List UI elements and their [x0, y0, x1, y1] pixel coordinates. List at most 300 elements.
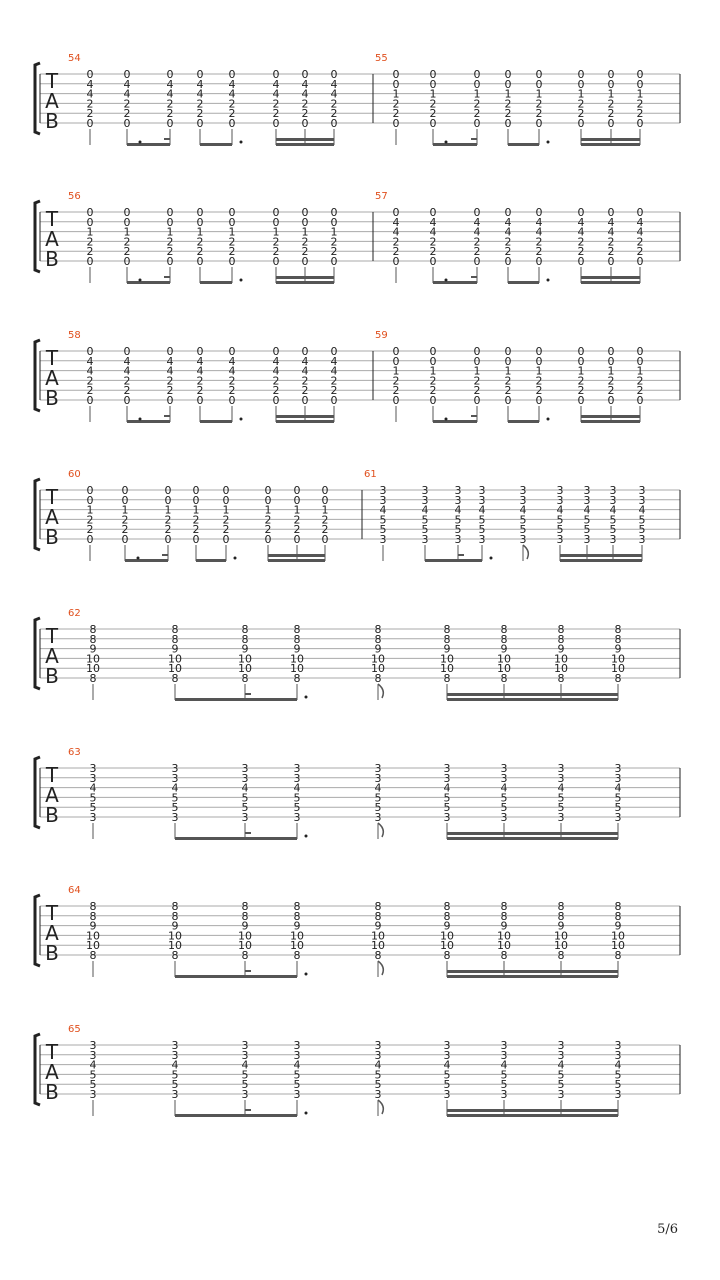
rhythm-beam: [196, 559, 226, 562]
fret-number: 0: [429, 394, 437, 407]
fret-number: 3: [374, 762, 382, 775]
fret-number: 2: [86, 513, 94, 527]
rhythm-beam: [200, 420, 232, 423]
fret-number: 9: [500, 642, 508, 656]
fret-number: 2: [196, 374, 204, 388]
fret-number: 4: [123, 87, 131, 101]
fret-number: 2: [121, 513, 129, 527]
rhythm-partial-beam: [164, 138, 170, 140]
fret-number: 4: [535, 225, 543, 239]
fret-number: 5: [293, 1078, 301, 1092]
fret-number: 0: [504, 206, 512, 219]
rhythm-beam: [276, 276, 334, 279]
fret-number: 2: [535, 384, 543, 398]
fret-number: 4: [330, 77, 338, 91]
rhythm-dot: [234, 557, 237, 560]
fret-number: 0: [301, 215, 309, 229]
rhythm-beam: [581, 143, 640, 146]
fret-number: 5: [421, 513, 429, 527]
fret-number: 5: [421, 523, 429, 537]
fret-number: 10: [554, 662, 568, 676]
fret-number: 4: [557, 1058, 565, 1072]
fret-number: 3: [241, 811, 249, 824]
fret-number: 2: [473, 245, 481, 259]
fret-number: 0: [272, 394, 280, 407]
fret-number: 0: [228, 117, 236, 130]
measure-number: 56: [68, 191, 81, 202]
fret-number: 0: [264, 533, 272, 546]
system-bracket: [35, 479, 40, 550]
measure-60: [68, 469, 329, 562]
rhythm-dot: [240, 141, 243, 144]
fret-number: 5: [89, 1078, 97, 1092]
fret-number: 8: [557, 672, 565, 685]
fret-number: 0: [272, 117, 280, 130]
rhythm-flag: [378, 684, 383, 698]
fret-number: 0: [293, 484, 301, 497]
tab-system: [35, 330, 680, 423]
rhythm-partial-beam: [471, 415, 477, 417]
fret-number: 2: [123, 384, 131, 398]
fret-number: 3: [379, 533, 387, 546]
measure-number: 64: [68, 885, 81, 896]
fret-number: 8: [614, 900, 622, 913]
rhythm-beam: [276, 420, 334, 423]
rhythm-beam: [508, 420, 539, 423]
fret-number: 8: [443, 632, 451, 646]
fret-number: 5: [171, 1078, 179, 1092]
fret-number: 0: [636, 394, 644, 407]
fret-number: 0: [86, 394, 94, 407]
fret-number: 3: [443, 811, 451, 824]
fret-number: 4: [166, 364, 174, 378]
fret-number: 3: [293, 811, 301, 824]
rhythm-beam: [127, 143, 170, 146]
rhythm-dot: [445, 279, 448, 282]
fret-number: 5: [609, 523, 617, 537]
tab-clef-b: B: [45, 1080, 59, 1104]
fret-number: 0: [473, 394, 481, 407]
rhythm-beam: [508, 143, 539, 146]
rhythm-dot: [547, 141, 550, 144]
fret-number: 8: [557, 949, 565, 962]
fret-number: 4: [86, 364, 94, 378]
measure-63: [68, 747, 622, 840]
fret-number: 0: [123, 394, 131, 407]
fret-number: 8: [614, 909, 622, 923]
fret-number: 0: [330, 68, 338, 81]
fret-number: 0: [504, 255, 512, 268]
fret-number: 0: [228, 215, 236, 229]
fret-number: 3: [293, 1039, 301, 1052]
tab-system: [35, 53, 680, 146]
fret-number: 10: [371, 652, 385, 666]
fret-number: 0: [166, 345, 174, 358]
fret-number: 1: [392, 87, 400, 101]
fret-number: 3: [583, 484, 591, 497]
fret-number: 1: [121, 503, 129, 517]
fret-number: 0: [166, 206, 174, 219]
fret-number: 2: [272, 384, 280, 398]
fret-number: 8: [614, 949, 622, 962]
fret-number: 0: [166, 394, 174, 407]
fret-number: 2: [228, 107, 236, 121]
fret-number: 0: [577, 117, 585, 130]
fret-number: 3: [241, 1088, 249, 1101]
fret-number: 0: [577, 354, 585, 368]
tab-system: [35, 747, 680, 840]
fret-number: 3: [614, 1039, 622, 1052]
fret-number: 3: [241, 1048, 249, 1062]
fret-number: 2: [504, 245, 512, 259]
tab-clef-t: T: [45, 69, 59, 93]
fret-number: 1: [264, 503, 272, 517]
fret-number: 2: [196, 97, 204, 111]
fret-number: 0: [473, 117, 481, 130]
rhythm-flag: [378, 823, 383, 837]
fret-number: 0: [301, 394, 309, 407]
fret-number: 4: [577, 215, 585, 229]
fret-number: 10: [290, 662, 304, 676]
fret-number: 8: [557, 900, 565, 913]
fret-number: 1: [535, 87, 543, 101]
fret-number: 8: [500, 949, 508, 962]
rhythm-beam: [447, 1109, 618, 1112]
fret-number: 2: [164, 523, 172, 537]
fret-number: 2: [473, 235, 481, 249]
fret-number: 0: [166, 215, 174, 229]
rhythm-beam: [127, 281, 170, 284]
fret-number: 2: [166, 374, 174, 388]
fret-number: 0: [166, 68, 174, 81]
fret-number: 2: [429, 97, 437, 111]
rhythm-beam: [447, 698, 618, 701]
rhythm-dot: [490, 557, 493, 560]
fret-number: 10: [86, 929, 100, 943]
fret-number: 9: [89, 642, 97, 656]
fret-number: 2: [429, 235, 437, 249]
fret-number: 4: [86, 354, 94, 368]
fret-number: 3: [379, 484, 387, 497]
fret-number: 2: [535, 107, 543, 121]
rhythm-dot: [547, 279, 550, 282]
rhythm-beam: [200, 143, 232, 146]
fret-number: 5: [293, 1068, 301, 1082]
fret-number: 0: [429, 255, 437, 268]
fret-number: 8: [374, 632, 382, 646]
rhythm-beam: [200, 281, 232, 284]
system-bracket: [35, 895, 40, 966]
rhythm-beam: [508, 281, 539, 284]
fret-number: 8: [89, 909, 97, 923]
fret-number: 3: [241, 771, 249, 785]
fret-number: 0: [86, 345, 94, 358]
rhythm-dot: [240, 279, 243, 282]
fret-number: 1: [607, 87, 615, 101]
fret-number: 2: [272, 107, 280, 121]
fret-number: 9: [500, 919, 508, 933]
fret-number: 0: [636, 68, 644, 81]
fret-number: 0: [535, 394, 543, 407]
fret-number: 0: [429, 206, 437, 219]
rhythm-dot: [305, 973, 308, 976]
fret-number: 8: [89, 672, 97, 685]
fret-number: 0: [301, 117, 309, 130]
fret-number: 4: [330, 364, 338, 378]
measure-number: 58: [68, 330, 81, 341]
fret-number: 8: [89, 949, 97, 962]
fret-number: 2: [504, 384, 512, 398]
fret-number: 8: [241, 623, 249, 636]
fret-number: 9: [241, 642, 249, 656]
fret-number: 2: [196, 245, 204, 259]
fret-number: 1: [577, 364, 585, 378]
rhythm-beam: [175, 1114, 297, 1117]
tab-clef-a: A: [45, 1060, 59, 1084]
fret-number: 2: [272, 245, 280, 259]
fret-number: 4: [196, 87, 204, 101]
fret-number: 1: [123, 225, 131, 239]
rhythm-partial-beam: [245, 832, 251, 834]
rhythm-beam: [581, 276, 640, 279]
fret-number: 8: [293, 632, 301, 646]
fret-number: 4: [301, 354, 309, 368]
tab-system: [35, 885, 680, 978]
fret-number: 0: [535, 345, 543, 358]
fret-number: 5: [171, 801, 179, 815]
rhythm-dot: [139, 418, 142, 421]
fret-number: 0: [607, 255, 615, 268]
rhythm-flag: [378, 961, 383, 975]
fret-number: 8: [557, 623, 565, 636]
fret-number: 0: [607, 206, 615, 219]
fret-number: 4: [636, 225, 644, 239]
fret-number: 4: [392, 225, 400, 239]
rhythm-partial-beam: [471, 138, 477, 140]
fret-number: 0: [607, 68, 615, 81]
fret-number: 0: [429, 345, 437, 358]
system-bracket: [35, 1034, 40, 1105]
fret-number: 5: [519, 523, 527, 537]
fret-number: 0: [636, 206, 644, 219]
tab-clef-t: T: [45, 346, 59, 370]
fret-number: 1: [222, 503, 230, 517]
fret-number: 5: [293, 801, 301, 815]
fret-number: 9: [293, 919, 301, 933]
fret-number: 3: [556, 533, 564, 546]
measure-57: [375, 191, 644, 284]
fret-number: 5: [500, 801, 508, 815]
fret-number: 5: [171, 791, 179, 805]
fret-number: 0: [228, 68, 236, 81]
tab-clef-a: A: [45, 921, 59, 945]
measure-58: [68, 330, 338, 423]
fret-number: 8: [293, 623, 301, 636]
fret-number: 0: [577, 206, 585, 219]
fret-number: 5: [89, 791, 97, 805]
fret-number: 0: [86, 493, 94, 507]
fret-number: 8: [500, 623, 508, 636]
rhythm-beam: [447, 693, 618, 696]
fret-number: 3: [89, 1048, 97, 1062]
fret-number: 8: [443, 909, 451, 923]
fret-number: 8: [171, 909, 179, 923]
fret-number: 0: [429, 77, 437, 91]
fret-number: 0: [121, 533, 129, 546]
measure-54: [68, 53, 338, 146]
fret-number: 2: [301, 97, 309, 111]
fret-number: 2: [330, 235, 338, 249]
fret-number: 10: [168, 929, 182, 943]
fret-number: 10: [497, 939, 511, 953]
fret-number: 5: [519, 513, 527, 527]
fret-number: 5: [614, 791, 622, 805]
fret-number: 4: [89, 781, 97, 795]
fret-number: 4: [272, 77, 280, 91]
tab-clef-a: A: [45, 783, 59, 807]
tab-system: [35, 469, 680, 562]
fret-number: 9: [241, 919, 249, 933]
fret-number: 2: [272, 235, 280, 249]
fret-number: 2: [86, 107, 94, 121]
fret-number: 4: [196, 77, 204, 91]
fret-number: 10: [371, 939, 385, 953]
fret-number: 0: [86, 206, 94, 219]
fret-number: 2: [607, 374, 615, 388]
fret-number: 10: [440, 652, 454, 666]
system-bracket: [35, 618, 40, 689]
fret-number: 2: [473, 374, 481, 388]
fret-number: 0: [123, 206, 131, 219]
fret-number: 0: [607, 354, 615, 368]
fret-number: 0: [504, 77, 512, 91]
fret-number: 0: [272, 215, 280, 229]
fret-number: 10: [554, 939, 568, 953]
fret-number: 2: [301, 235, 309, 249]
page-number: 5/6: [657, 1222, 678, 1237]
rhythm-beam: [175, 837, 297, 840]
fret-number: 5: [443, 801, 451, 815]
rhythm-beam: [268, 554, 325, 557]
fret-number: 3: [519, 493, 527, 507]
fret-number: 0: [196, 206, 204, 219]
rhythm-partial-beam: [245, 970, 251, 972]
fret-number: 8: [443, 949, 451, 962]
fret-number: 2: [330, 374, 338, 388]
fret-number: 0: [636, 354, 644, 368]
fret-number: 0: [330, 345, 338, 358]
fret-number: 2: [607, 235, 615, 249]
fret-number: 8: [614, 632, 622, 646]
fret-number: 3: [614, 811, 622, 824]
tab-clef-a: A: [45, 227, 59, 251]
rhythm-beam: [447, 975, 618, 978]
fret-number: 1: [429, 87, 437, 101]
fret-number: 2: [577, 384, 585, 398]
fret-number: 3: [614, 1048, 622, 1062]
fret-number: 5: [241, 801, 249, 815]
fret-number: 2: [535, 374, 543, 388]
fret-number: 5: [478, 513, 486, 527]
fret-number: 10: [290, 939, 304, 953]
fret-number: 3: [89, 771, 97, 785]
fret-number: 2: [392, 97, 400, 111]
fret-number: 1: [607, 364, 615, 378]
fret-number: 3: [443, 1048, 451, 1062]
fret-number: 3: [89, 811, 97, 824]
fret-number: 3: [583, 533, 591, 546]
fret-number: 2: [293, 513, 301, 527]
fret-number: 4: [301, 364, 309, 378]
fret-number: 4: [86, 87, 94, 101]
fret-number: 2: [228, 245, 236, 259]
fret-number: 4: [429, 225, 437, 239]
fret-number: 0: [166, 117, 174, 130]
fret-number: 10: [497, 652, 511, 666]
fret-number: 2: [577, 97, 585, 111]
fret-number: 8: [89, 623, 97, 636]
fret-number: 8: [171, 949, 179, 962]
fret-number: 5: [379, 513, 387, 527]
fret-number: 0: [272, 345, 280, 358]
fret-number: 2: [166, 107, 174, 121]
fret-number: 10: [290, 652, 304, 666]
tab-clef-t: T: [45, 763, 59, 787]
fret-number: 2: [473, 97, 481, 111]
fret-number: 0: [196, 215, 204, 229]
rhythm-beam: [581, 420, 640, 423]
fret-number: 5: [556, 523, 564, 537]
fret-number: 4: [196, 364, 204, 378]
fret-number: 0: [301, 345, 309, 358]
fret-number: 10: [554, 929, 568, 943]
fret-number: 3: [454, 484, 462, 497]
fret-number: 2: [504, 107, 512, 121]
tab-clef-b: B: [45, 803, 59, 827]
fret-number: 9: [171, 919, 179, 933]
fret-number: 2: [123, 235, 131, 249]
fret-number: 3: [557, 1048, 565, 1062]
measure-number: 63: [68, 747, 81, 758]
fret-number: 4: [443, 781, 451, 795]
fret-number: 0: [392, 68, 400, 81]
fret-number: 1: [293, 503, 301, 517]
fret-number: 8: [443, 623, 451, 636]
fret-number: 10: [611, 652, 625, 666]
rhythm-partial-beam: [164, 276, 170, 278]
fret-number: 0: [196, 255, 204, 268]
fret-number: 10: [168, 939, 182, 953]
fret-number: 10: [440, 662, 454, 676]
fret-number: 3: [500, 1088, 508, 1101]
fret-number: 3: [421, 493, 429, 507]
fret-number: 3: [557, 762, 565, 775]
fret-number: 10: [611, 929, 625, 943]
fret-number: 0: [429, 354, 437, 368]
rhythm-partial-beam: [458, 554, 464, 556]
fret-number: 5: [374, 1068, 382, 1082]
fret-number: 8: [293, 909, 301, 923]
rhythm-beam: [447, 970, 618, 973]
fret-number: 4: [89, 1058, 97, 1072]
fret-number: 2: [166, 245, 174, 259]
fret-number: 4: [293, 1058, 301, 1072]
fret-number: 2: [607, 107, 615, 121]
fret-number: 8: [171, 632, 179, 646]
fret-number: 2: [607, 97, 615, 111]
fret-number: 0: [228, 345, 236, 358]
rhythm-beam: [433, 420, 477, 423]
